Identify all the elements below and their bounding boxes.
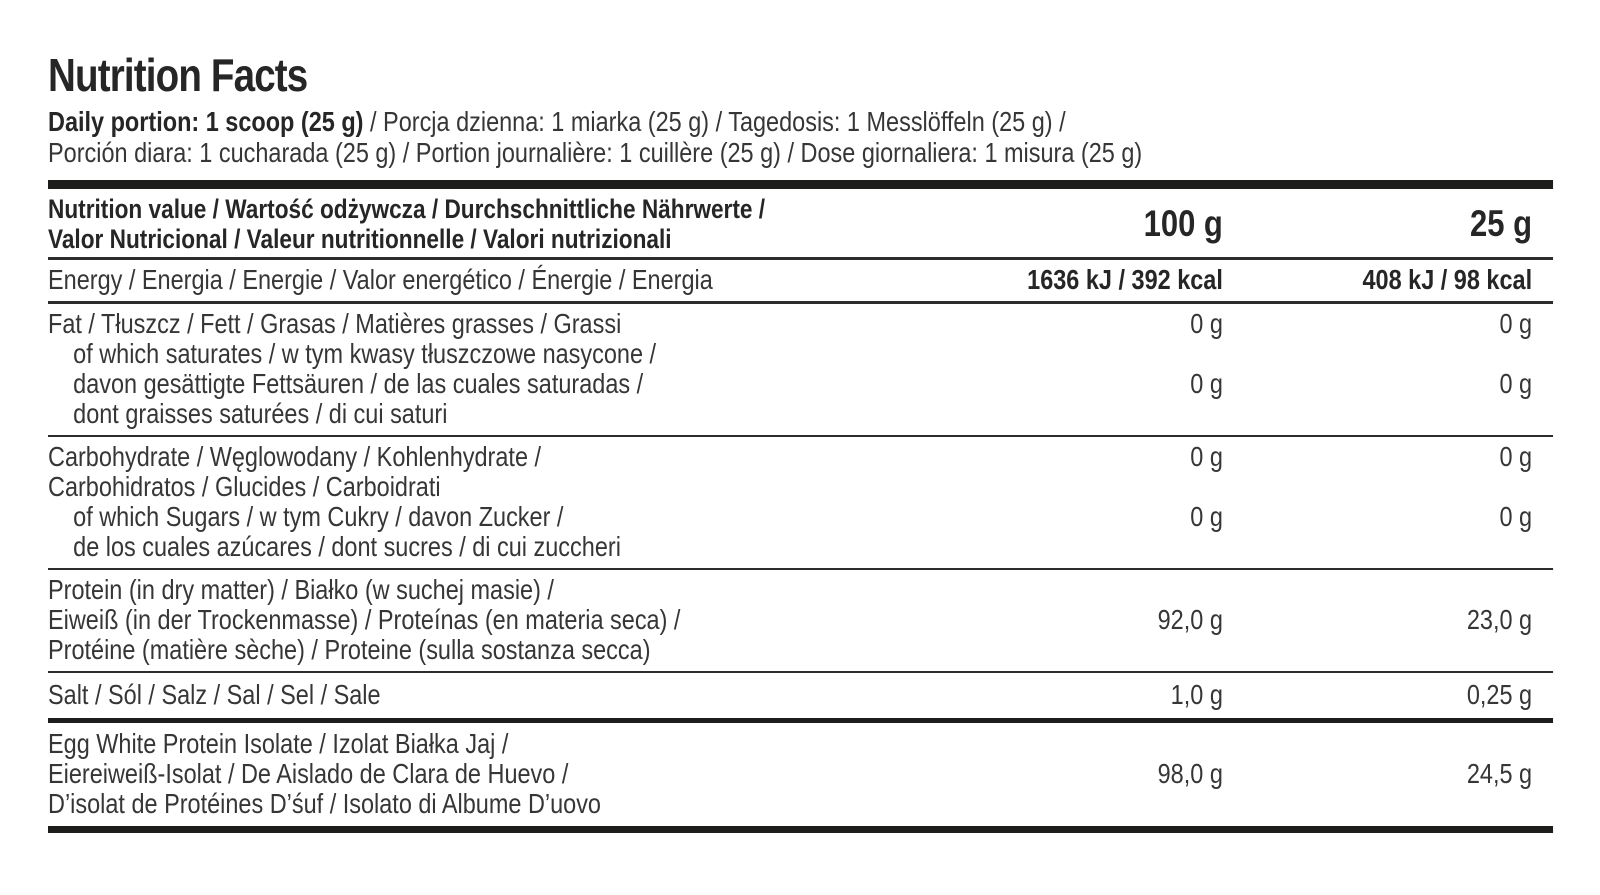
energy-line: [48, 265, 1532, 295]
egg-value-100g: 98,0 g: [1157, 758, 1223, 789]
protein-line-2: [48, 605, 1532, 635]
saturates-label-1: of which saturates / w tym kwasy tłuszczowe nasycone /: [73, 338, 657, 369]
fat-line-4: [48, 399, 1532, 429]
section-protein: [48, 570, 1553, 673]
fat-value-100g: 0 g: [1190, 308, 1223, 339]
protein-line-3: [48, 635, 1532, 665]
energy-value-100g: 1636 kJ / 392 kcal: [1027, 264, 1223, 295]
daily-portion-line-2: Porción diara: 1 cucharada (25 g) / Portion journalière: 1 cuillère (25 g) / Dose giornaliera: 1 misura (25 g): [48, 137, 1143, 168]
fat-line-2: [48, 339, 1532, 369]
egg-line-3: [48, 789, 1532, 819]
daily-portion-bold: Daily portion: 1 scoop (25 g): [48, 106, 364, 137]
carbohydrate-line-1: [48, 442, 1532, 472]
sugars-label-1: of which Sugars / w tym Cukry / davon Zucker /: [73, 501, 564, 532]
nutrition-facts-title: Nutrition Facts: [48, 49, 308, 101]
saturates-value-25g: 0 g: [1499, 368, 1533, 399]
row-energy: [48, 260, 1553, 304]
salt-label: Salt / Sól / Salz / Sal / Sel / Sale: [48, 679, 381, 710]
protein-value-25g: 23,0 g: [1466, 604, 1533, 635]
nutrition-value-header-line-2: Valor Nutricional / Valeur nutritionnelle / Valori nutrizionali: [48, 224, 672, 254]
section-carbohydrate: [48, 437, 1553, 570]
egg-label-1: Egg White Protein Isolate / Izolat Białka Jaj /: [48, 728, 509, 759]
nutrition-value-header: [48, 194, 971, 254]
protein-label-1: Protein (in dry matter) / Białko (w suchej masie) /: [48, 574, 554, 605]
carbohydrate-value-25g: 0 g: [1499, 441, 1533, 472]
salt-value-100g: 1,0 g: [1170, 679, 1223, 710]
protein-label-2: Eiweiß (in der Trockenmasse) / Proteínas (en materia seca) /: [48, 604, 681, 635]
salt-line: [48, 680, 1532, 710]
salt-value-25g: 0,25 g: [1466, 679, 1533, 710]
section-fat: [48, 304, 1553, 437]
fat-line-3: [48, 369, 1532, 399]
saturates-label-2: davon gesättigte Fettsäuren / de las cuales saturadas /: [73, 368, 644, 399]
energy-label: Energy / Energia / Energie / Valor energético / Énergie / Energia: [48, 264, 713, 295]
daily-portion-line-1: [48, 106, 1553, 137]
carbohydrate-value-100g: 0 g: [1190, 441, 1223, 472]
fat-line-1: [48, 309, 1532, 339]
saturates-label-3: dont graisses saturées / di cui saturi: [73, 398, 448, 429]
egg-value-25g: 24,5 g: [1466, 758, 1533, 789]
table-top-bar: [48, 180, 1553, 189]
sugars-label-2: de los cuales azúcares / dont sucres / di cui zuccheri: [73, 531, 621, 562]
table-header-row: [48, 189, 1553, 260]
egg-line-2: [48, 759, 1532, 789]
row-salt: [48, 673, 1553, 723]
column-header-100g: 100 g: [1143, 203, 1223, 244]
sugars-value-100g: 0 g: [1190, 501, 1223, 532]
section-egg-white-protein-isolate: [48, 723, 1553, 833]
egg-label-2: Eiereiweiß-Isolat / De Aislado de Clara de Huevo /: [48, 758, 569, 789]
egg-label-3: D’isolat de Protéines D’śuf / Isolato di Albume D’uovo: [48, 788, 601, 819]
protein-line-1: [48, 575, 1532, 605]
nutrition-label: [48, 50, 1553, 833]
carbohydrate-line-3: [48, 502, 1532, 532]
saturates-value-100g: 0 g: [1190, 368, 1223, 399]
egg-line-1: [48, 729, 1532, 759]
column-header-25g: 25 g: [1470, 203, 1533, 244]
carbohydrate-label-1: Carbohydrate / Węglowodany / Kohlenhydrate /: [48, 441, 542, 472]
protein-label-3: Protéine (matière sèche) / Proteine (sulla sostanza secca): [48, 634, 651, 665]
carbohydrate-line-2: [48, 472, 1532, 502]
daily-portion-translations: / Porcja dzienna: 1 miarka (25 g) / Tagedosis: 1 Messlöffeln (25 g) /: [363, 106, 1066, 137]
protein-value-100g: 92,0 g: [1157, 604, 1223, 635]
fat-value-25g: 0 g: [1499, 308, 1533, 339]
fat-label: Fat / Tłuszcz / Fett / Grasas / Matières grasses / Grassi: [48, 308, 622, 339]
energy-value-25g: 408 kJ / 98 kcal: [1362, 264, 1533, 295]
carbohydrate-label-2: Carbohidratos / Glucides / Carboidrati: [48, 471, 441, 502]
carbohydrate-line-4: [48, 532, 1532, 562]
daily-portion-block: [48, 106, 1553, 168]
sugars-value-25g: 0 g: [1499, 501, 1533, 532]
nutrition-value-header-line-1: Nutrition value / Wartość odżywcza / Durchschnittliche Nährwerte /: [48, 194, 766, 224]
